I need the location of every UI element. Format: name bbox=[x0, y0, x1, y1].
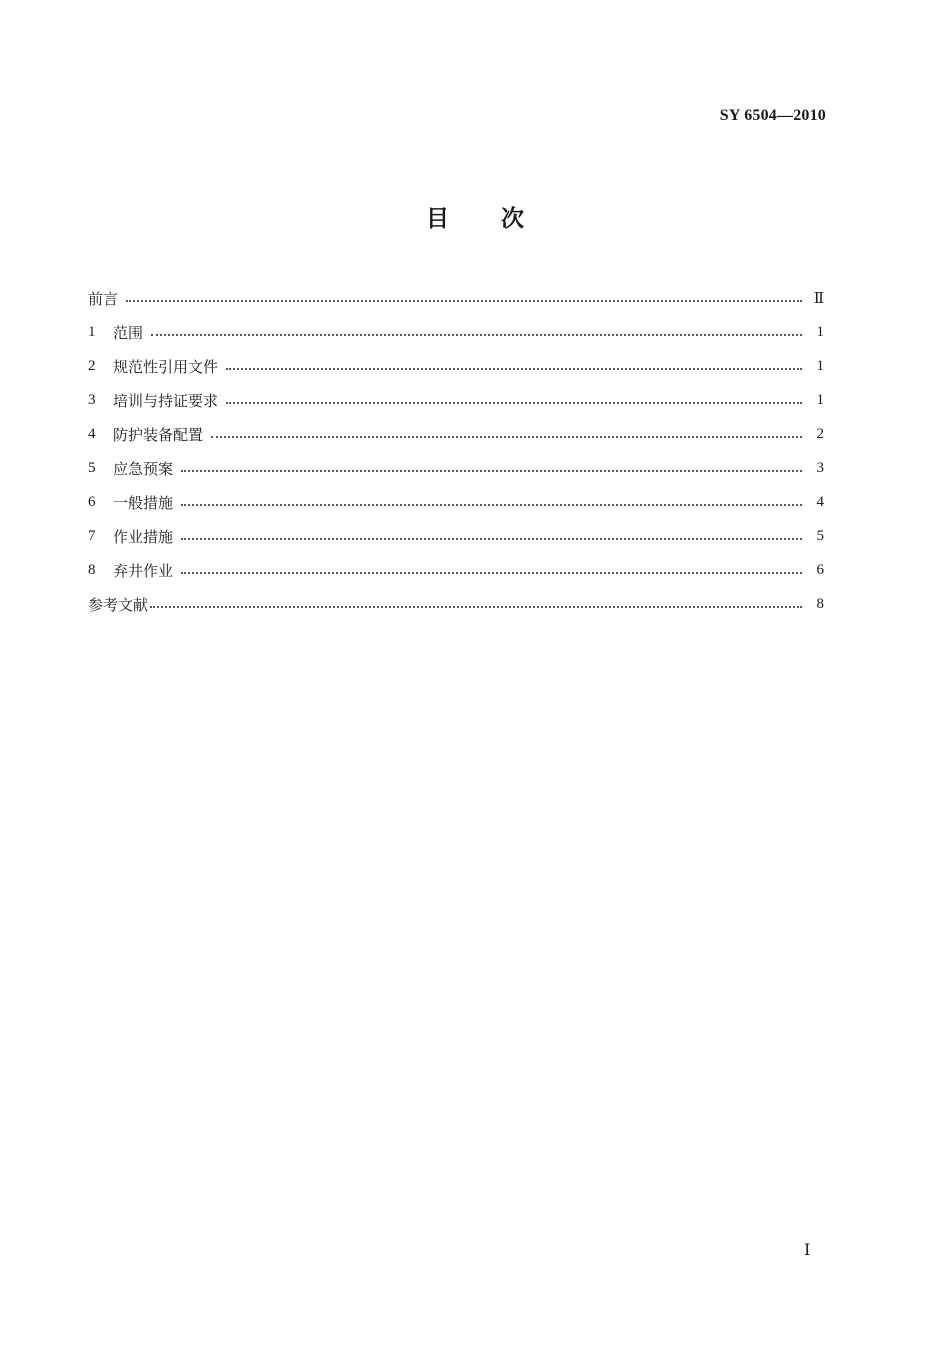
table-of-contents bbox=[88, 281, 824, 621]
title-char-2: 次 bbox=[501, 206, 524, 232]
toc-leader-dots bbox=[211, 436, 802, 438]
toc-entry-page: 1 bbox=[816, 323, 824, 340]
toc-entry-page: 2 bbox=[816, 425, 824, 442]
toc-entry-page: 3 bbox=[816, 459, 824, 476]
toc-entry-page: 8 bbox=[816, 595, 824, 612]
toc-leader-dots bbox=[181, 504, 802, 506]
toc-leader-dots bbox=[181, 538, 802, 540]
toc-leader-dots bbox=[150, 606, 802, 608]
toc-entry-4[interactable] bbox=[88, 417, 824, 451]
toc-leader-dots bbox=[181, 572, 802, 574]
page-title bbox=[0, 200, 950, 233]
toc-entry-label: 参考文献 bbox=[88, 595, 149, 614]
toc-entry-number: 8 bbox=[88, 561, 96, 578]
toc-leader-dots bbox=[126, 300, 802, 302]
toc-entry-number: 7 bbox=[88, 527, 96, 544]
toc-entry-page: 5 bbox=[816, 527, 824, 544]
toc-entry-label: 一般措施 bbox=[113, 493, 174, 512]
toc-leader-dots bbox=[226, 402, 802, 404]
toc-entry-number: 2 bbox=[88, 357, 96, 374]
toc-leader-dots bbox=[181, 470, 802, 472]
toc-entry-label: 规范性引用文件 bbox=[113, 357, 219, 376]
toc-entry-number: 1 bbox=[88, 323, 96, 340]
toc-entry-label: 作业措施 bbox=[113, 527, 174, 546]
toc-entry-page: 4 bbox=[816, 493, 824, 510]
toc-entry-7[interactable] bbox=[88, 519, 824, 553]
toc-entry-8[interactable] bbox=[88, 553, 824, 587]
toc-entry-label: 防护装备配置 bbox=[113, 425, 204, 444]
toc-entry-number: 6 bbox=[88, 493, 96, 510]
toc-entry-page: 1 bbox=[816, 357, 824, 374]
toc-entry-number: 4 bbox=[88, 425, 96, 442]
toc-entry-label: 弃井作业 bbox=[113, 561, 174, 580]
toc-entry-1[interactable] bbox=[88, 315, 824, 349]
toc-entry-page: 1 bbox=[816, 391, 824, 408]
toc-leader-dots bbox=[151, 334, 802, 336]
toc-entry-2[interactable] bbox=[88, 349, 824, 383]
toc-entry-3[interactable] bbox=[88, 383, 824, 417]
toc-entry-label: 培训与持证要求 bbox=[113, 391, 219, 410]
toc-entry-label: 范围 bbox=[113, 323, 144, 342]
toc-entry-6[interactable] bbox=[88, 485, 824, 519]
page-number: Ⅰ bbox=[804, 1242, 811, 1259]
toc-entry-label: 前言 bbox=[88, 289, 119, 308]
toc-entry-number: 3 bbox=[88, 391, 96, 408]
toc-leader-dots bbox=[226, 368, 802, 370]
toc-entry-number: 5 bbox=[88, 459, 96, 476]
toc-entry-page: 6 bbox=[816, 561, 824, 578]
toc-entry-references[interactable] bbox=[88, 587, 824, 621]
toc-entry-label: 应急预案 bbox=[113, 459, 174, 478]
standard-code: SY 6504—2010 bbox=[719, 107, 826, 124]
toc-entry-foreword[interactable] bbox=[88, 281, 824, 315]
toc-entry-page: Ⅱ bbox=[813, 290, 824, 307]
toc-entry-5[interactable] bbox=[88, 451, 824, 485]
title-char-1: 目 bbox=[426, 206, 449, 232]
